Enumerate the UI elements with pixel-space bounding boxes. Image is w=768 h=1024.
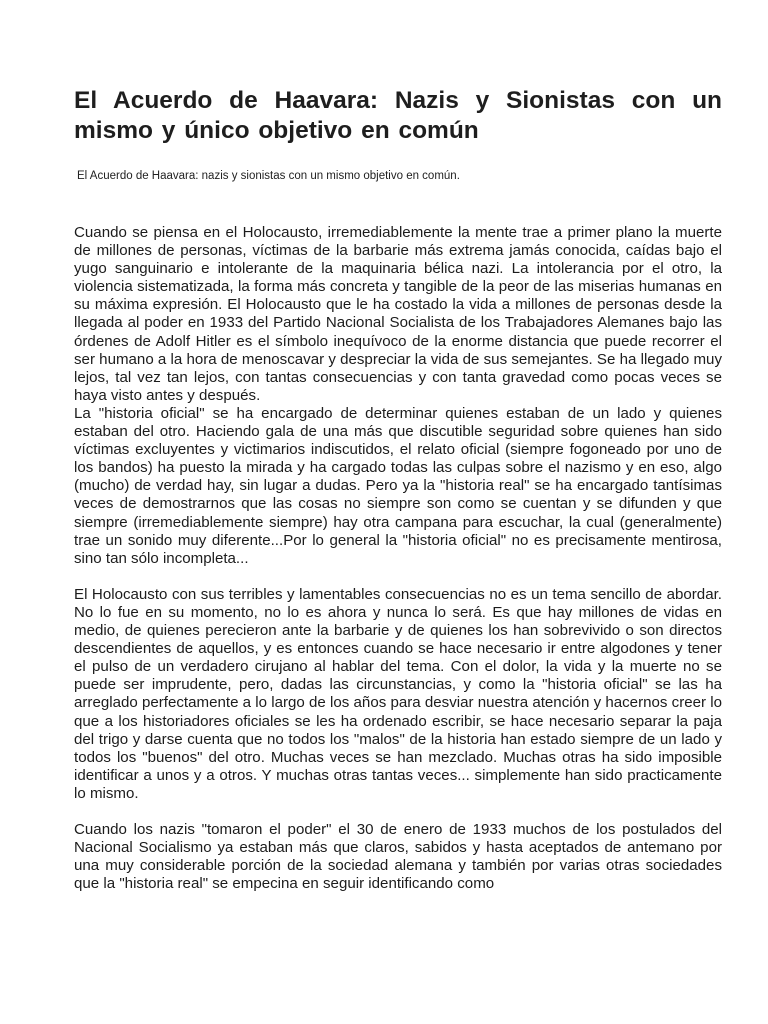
paragraph-4: Cuando los nazis "tomaron el poder" el 30 de enero de 1933 muchos de los postulados del Nacional Socialismo ya estaban más que claros, sabidos y hasta aceptados de antemano por una muy considerable porción de la sociedad alemana y también por varias otras sociedades que la "historia real" se empecina en seguir identificando como <box>74 821 722 893</box>
paragraph-1: Cuando se piensa en el Holocausto, irremediablemente la mente trae a primer plano la muerte de millones de personas, víctimas de la barbarie más extrema jamás conocida, caídas bajo el yugo sanguinario e intolerante de la maquinaria bélica nazi. La intolerancia por el otro, la violencia sistematizada, la forma más concreta y tangible de la peor de las miserias humanas en su máxima expresión. El Holocausto que le ha costado la vida a millones de personas desde la llegada al poder en 1933 del Partido Nacional Socialista de los Trabajadores Alemanes bajo las órdenes de Adolf Hitler es el símbolo inequívoco de la enorme distancia que puede recorrer el ser humano a la hora de menoscavar y despreciar la vida de sus semejantes. Se ha llegado muy lejos, tal vez tan lejos, con tantas consecuencias y con tanta gravedad como pocas veces se haya visto antes y después. <box>74 224 722 404</box>
paragraph-2: La "historia oficial" se ha encargado de determinar quienes estaban de un lado y quienes estaban del otro. Haciendo gala de una más que discutible seguridad sobre quienes han sido víctimas excluyentes y victimarios indiscutidos, el relato oficial (siempre fogoneado por uno de los bandos) ha puesto la mirada y ha cargado todas las culpas sobre el nazismo y en eso, algo (mucho) de verdad hay, sin lugar a dudas. Pero ya la "historia real" se ha encargado tantísimas veces de demostrarnos que las cosas no siempre son como se cuentan y se difunden y que siempre (irremediablemente siempre) hay otra campana para escuchar, la cual (generalmente) trae un sonido muy diferente...Por lo general la "historia oficial" no es precisamente mentirosa, sino tan sólo incompleta... <box>74 404 722 567</box>
article-title: El Acuerdo de Haavara: Nazis y Sionistas con un mismo y único objetivo en común <box>74 87 722 144</box>
paragraph-3: El Holocausto con sus terribles y lamentables consecuencias no es un tema sencillo de abordar. No lo fue en su momento, no lo es ahora y nunca lo será. Es que hay millones de vidas en medio, de quienes perecieron ante la barbarie y de quienes los han sobrevivido o son directos descendientes de aquellos, y es entonces cuando se hace necesario ir entre algodones y tener el pulso de un verdadero cirujano al hablar del tema. Con el dolor, la vida y la muerte no se puede ser imprudente, pero, dadas las circunstancias, y como la "historia oficial" se las ha arreglado perfectamente a lo largo de los años para desviar nuestra atención y hacernos creer lo que a los historiadores oficiales se les ha ordenado escribir, se hace necesario separar la paja del trigo y darse cuenta que no todos los "malos" de la historia han estado siempre de un lado y todos los "buenos" del otro. Muchas veces se han mezclado. Muchas otras ha sido imposible identificar a unos y a otros. Y muchas otras tantas veces... simplemente han sido practicamente lo mismo. <box>74 585 722 802</box>
article-subtitle: El Acuerdo de Haavara: nazis y sionistas con un mismo objetivo en común. <box>77 170 460 182</box>
article-body <box>74 224 722 893</box>
